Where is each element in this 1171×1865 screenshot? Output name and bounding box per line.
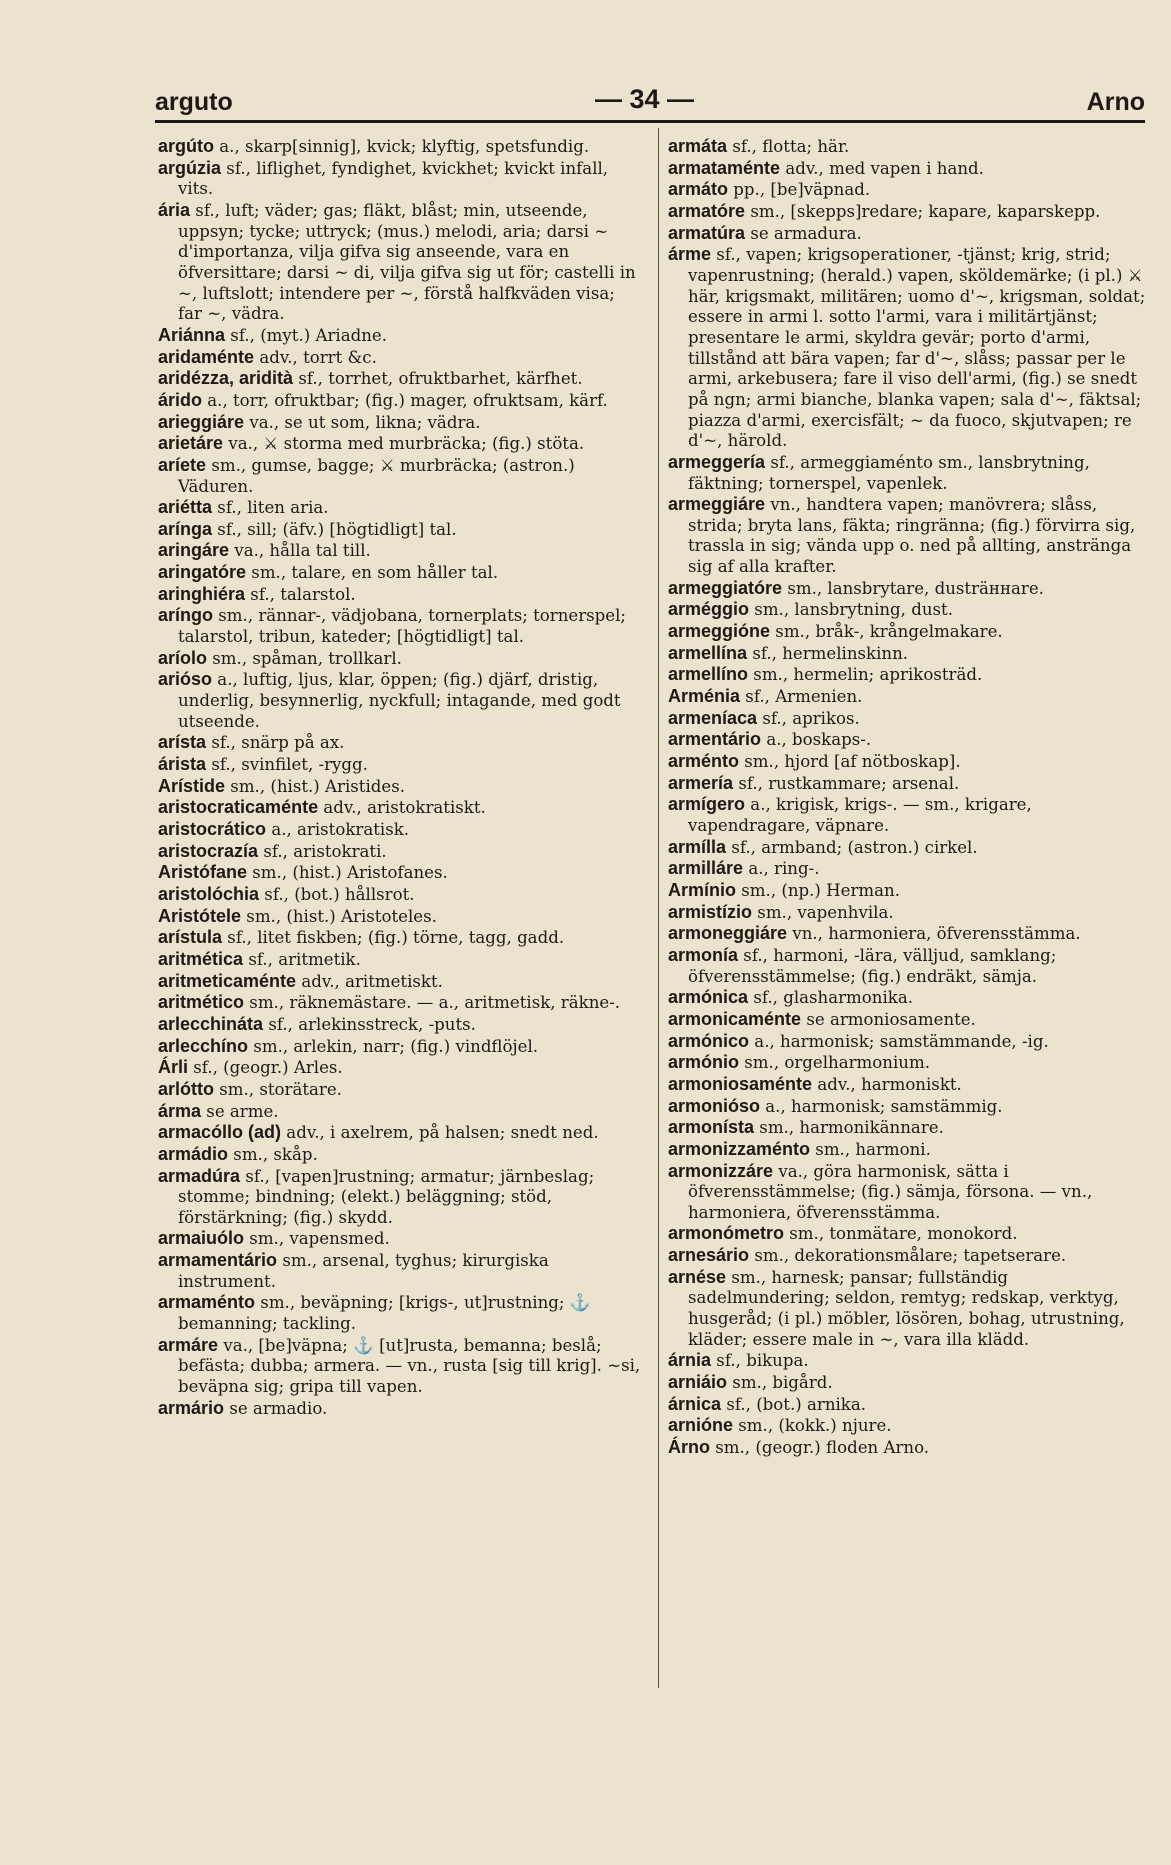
column-divider: [658, 128, 659, 1688]
entry-headword: arménto: [668, 751, 740, 772]
dictionary-entry: [668, 1052, 1154, 1074]
entry-headword: armáre: [158, 1334, 219, 1355]
dictionary-entry: [158, 584, 644, 606]
dictionary-entry: [158, 841, 644, 863]
dictionary-entry: [158, 200, 644, 325]
dictionary-entry: [668, 708, 1154, 730]
entry-definition: sf., [vapen]rustning; armatur; järnbeslag; stomme; bindning; (elekt.) beläggning; stöd, förstärkning; (fig.) skydd.: [178, 1166, 595, 1227]
dictionary-entry: [158, 971, 644, 993]
entry-definition: sm., spåman, trollkarl.: [207, 648, 402, 668]
entry-definition: sf., liten aria.: [212, 498, 329, 518]
entry-definition: se armadura.: [745, 223, 862, 243]
entry-headword: Aristótele: [158, 905, 242, 926]
entry-headword: armílla: [668, 836, 727, 857]
dictionary-entry: [668, 621, 1154, 643]
entry-definition: sm., vapensmed.: [244, 1229, 390, 1249]
entry-headword: armeggiáre: [668, 494, 766, 515]
entry-definition: sf., aprikos.: [757, 708, 860, 728]
entry-headword: armoneggiáre: [668, 923, 788, 944]
dictionary-entry: [158, 992, 644, 1014]
dictionary-entry: [668, 664, 1154, 686]
entry-headword: arístula: [158, 927, 223, 948]
entry-definition: sf., torrhet, ofruktbarhet, kärfhet.: [293, 369, 583, 389]
entry-definition: sm., rännar-, vädjobana, tornerplats; tornerspel; talarstol, tribun, kateder; [högtidligt] tal.: [178, 606, 627, 647]
dictionary-entry: [668, 837, 1154, 859]
entry-headword: aringáre: [158, 540, 230, 561]
entry-definition: sf., rustkammare; arsenal.: [733, 773, 960, 793]
entry-definition: sm., (geogr.) floden Arno.: [710, 1438, 930, 1458]
entry-headword: arniáio: [668, 1372, 728, 1393]
dictionary-entry: [158, 949, 644, 971]
entry-definition: sf., snärp på ax.: [206, 733, 345, 753]
entry-headword: aristolóchia: [158, 883, 260, 904]
entry-headword: aritmético: [158, 992, 245, 1013]
entry-definition: sf., armband; (astron.) cirkel.: [726, 837, 978, 857]
dictionary-entry: [668, 1031, 1154, 1053]
dictionary-entry: [668, 136, 1154, 158]
entry-headword: armonióso: [668, 1095, 761, 1116]
dictionary-entry: [668, 1117, 1154, 1139]
dictionary-entry: [158, 1144, 644, 1166]
entry-headword: armadúra: [158, 1165, 241, 1186]
entry-headword: árma: [158, 1100, 202, 1121]
entry-headword: aristocrazía: [158, 840, 259, 861]
entry-definition: vn., harmoniera, öfverensstämma.: [787, 924, 1081, 944]
entry-definition: adv., med vapen i hand.: [780, 158, 984, 178]
dictionary-entry: [668, 1223, 1154, 1245]
dictionary-entry: [668, 201, 1154, 223]
entry-headword: armatóre: [668, 200, 746, 221]
entry-definition: adv., harmoniskt.: [812, 1074, 962, 1094]
dictionary-entry: [668, 494, 1154, 578]
entry-definition: sm., bigård.: [727, 1373, 833, 1393]
entry-definition: sf., harmoni, -lära, välljud, samklang; öfverensstämmelse; (fig.) endräkt, sämja.: [688, 945, 1057, 986]
entry-headword: argúto: [158, 136, 214, 156]
dictionary-entry: [158, 1166, 644, 1229]
dictionary-entry: [668, 1394, 1154, 1416]
entry-definition: a., torr, ofruktbar; (fig.) mager, ofruktsam, kärf.: [202, 390, 608, 410]
entry-headword: armonizzaménto: [668, 1138, 811, 1159]
entry-definition: sf., flotta; här.: [727, 137, 850, 156]
entry-headword: arietáre: [158, 433, 224, 454]
entry-definition: sm., dekorationsmålare; tapetserare.: [749, 1246, 1067, 1266]
entry-definition: sm., hjord [af nötboskap].: [739, 752, 961, 772]
entry-definition: sf., (geogr.) Arles.: [188, 1058, 343, 1078]
dictionary-entry: [668, 1161, 1154, 1224]
dictionary-entry: [158, 1228, 644, 1250]
dictionary-entry: [668, 686, 1154, 708]
entry-headword: árista: [158, 754, 207, 775]
entry-headword: armistízio: [668, 901, 753, 922]
entry-headword: Aristófane: [158, 862, 248, 883]
entry-definition: sm., beväpning; [krigs-, ut]rustning; ⚓ bemanning; tackling.: [178, 1293, 591, 1334]
entry-definition: va., ⚔ storma med murbräcka; (fig.) stöta.: [223, 434, 585, 454]
entry-definition: sm., skåp.: [228, 1144, 318, 1164]
entry-headword: arínga: [158, 518, 213, 539]
entry-headword: armilláre: [668, 858, 744, 879]
entry-definition: se armoniosamente.: [801, 1009, 976, 1029]
entry-headword: árnica: [668, 1393, 722, 1414]
dictionary-entry: [158, 1292, 644, 1334]
entry-headword: aríete: [158, 454, 207, 475]
entry-headword: armellíno: [668, 664, 749, 685]
entry-definition: sm., talare, en som håller tal.: [246, 563, 499, 583]
entry-headword: arnesário: [668, 1245, 750, 1266]
dictionary-entry: [158, 669, 644, 732]
entry-definition: va., hålla tal till.: [229, 541, 371, 561]
entry-definition: sf., vapen; krigsoperationer, -tjänst; krig, strid; vapenrustning; (herald.) vapen, sköldemärke; (i pl.) ⚔ här, krigsmakt, militären; uomo d'~, krigsman, soldat; essere in armi l. sotto l'armi, vara i militärtjänst; presentare le armi, skyldra gevär; porto d'armi, tillstånd att bära vapen; far d'~, slåss; passar per le armi, arkebusera; fare il viso dell'armi, (fig.) se snedt på ngn; armi bianche, blanka vapen; sala d'~, fäktsal; piazza d'armi, exercisfält; ~ da fuoco, skjutvapen; re d'~, härold.: [688, 245, 1146, 451]
dictionary-entry: [158, 1250, 644, 1292]
dictionary-entry: [158, 754, 644, 776]
entry-headword: armáto: [668, 179, 729, 200]
entry-definition: sm., (np.) Herman.: [736, 880, 900, 900]
dictionary-entry: [158, 906, 644, 928]
entry-definition: adv., torrt &c.: [254, 347, 377, 367]
dictionary-entry: [668, 1009, 1154, 1031]
dictionary-entry: [668, 599, 1154, 621]
dictionary-entry: [668, 1267, 1154, 1351]
entry-definition: sf., talarstol.: [245, 584, 356, 604]
entry-headword: ariétta: [158, 497, 213, 518]
entry-headword: armígero: [668, 794, 746, 815]
entry-definition: sm., arlekin, narr; (fig.) vindflöjel.: [248, 1036, 539, 1056]
entry-headword: aringatóre: [158, 562, 247, 583]
entry-definition: sf., aristokrati.: [258, 841, 387, 861]
entry-headword: armonómetro: [668, 1223, 785, 1244]
entry-headword: Árli: [158, 1057, 189, 1078]
entry-headword: aríngo: [158, 605, 214, 626]
page-number: — 34 —: [595, 84, 695, 114]
entry-definition: sf., hermelinskinn.: [747, 643, 909, 663]
dictionary-entry: [158, 1101, 644, 1123]
entry-definition: sf., sill; (äfv.) [högtidligt] tal.: [212, 519, 457, 539]
dictionary-entry: [668, 1437, 1154, 1459]
entry-headword: arieggiáre: [158, 411, 245, 432]
entry-headword: arióso: [158, 669, 213, 690]
running-header: [155, 80, 1145, 120]
entry-definition: adv., aristokratiskt.: [318, 798, 486, 818]
entry-definition: a., krigisk, krigs-. — sm., krigare, vapendragare, väpnare.: [688, 795, 1032, 835]
entry-headword: armentário: [668, 729, 762, 750]
dictionary-entry: [668, 452, 1154, 494]
dictionary-entry: [668, 902, 1154, 924]
entry-definition: a., skarp[sinnig], kvick; klyftig, spetsfundig.: [214, 137, 590, 156]
entry-definition: sf., luft; väder; gas; fläkt, blåst; min, utseende, uppsyn; tycke; uttryck; (mus.) melodi, aria; darsi ~ d'importanza, vilja gifva sig anseende, vara en öfversittare; darsi ~ di, vilja gifva sig ut för; castelli in ~, luftslott; intendere per ~, förstå halfkväden visa; far ~, vädra.: [178, 200, 636, 324]
entry-definition: sm., harmoni.: [810, 1139, 931, 1159]
entry-headword: armeggería: [668, 451, 766, 472]
entry-headword: armonísta: [668, 1117, 755, 1138]
entry-headword: armário: [158, 1397, 225, 1418]
entry-definition: sf., aritmetik.: [243, 949, 361, 969]
dictionary-entry: [158, 884, 644, 906]
entry-headword: aristocrático: [158, 819, 267, 839]
entry-headword: aringhiéra: [158, 583, 246, 604]
entry-definition: sf., (bot.) hållsrot.: [259, 884, 415, 904]
dictionary-entry: [668, 578, 1154, 600]
dictionary-entry: [158, 1014, 644, 1036]
dictionary-entry: [668, 794, 1154, 836]
entry-headword: armataménte: [668, 157, 781, 178]
dictionary-entry: [158, 927, 644, 949]
entry-definition: vn., handtera vapen; manövrera; slåss, strida; bryta lans, fäkta; ringränna; (fig.) förvirra sig, trassla in sig; vända upp o. ned på allting, anstränga sig af alla krafter.: [688, 495, 1136, 577]
entry-definition: sf., glasharmonika.: [748, 988, 914, 1008]
entry-headword: armería: [668, 772, 734, 793]
dictionary-entry: [158, 1079, 644, 1101]
entry-definition: sm., arsenal, tyghus; kirurgiska instrument.: [178, 1251, 549, 1291]
dictionary-entry: [158, 433, 644, 455]
dictionary-entry: [668, 1415, 1154, 1437]
entry-definition: sm., lansbrytare, dusträннare.: [782, 578, 1044, 598]
entry-headword: armeggiatóre: [668, 577, 783, 598]
right-column: [668, 136, 1154, 1459]
header-last-word: Arno: [1086, 88, 1145, 116]
dictionary-entry: [668, 923, 1154, 945]
entry-definition: sm., (kokk.) njure.: [733, 1416, 892, 1436]
header-first-word: arguto: [155, 88, 233, 116]
left-column: [158, 136, 644, 1419]
entry-definition: a., boskaps-.: [761, 730, 872, 750]
entry-headword: Armínio: [668, 879, 737, 900]
entry-definition: a., luftig, ljus, klar, öppen; (fig.) djärf, dristig, underlig, besynnerlig, nyckfull; intagande, med godt utseende.: [178, 670, 621, 731]
entry-headword: Arístide: [158, 775, 226, 796]
entry-definition: a., aristokratisk.: [266, 820, 410, 839]
entry-definition: va., [be]väpna; ⚓ [ut]rusta, bemanna; beslå; befästa; dubba; armera. — vn., rusta [sig till krig]. ~si, beväpna sig; gripa till vapen.: [178, 1335, 641, 1397]
dictionary-entry: [158, 1122, 644, 1144]
entry-headword: armeggióne: [668, 621, 771, 642]
entry-headword: armónio: [668, 1052, 740, 1073]
entry-definition: sf., litet fiskben; (fig.) törne, tagg, gadd.: [222, 928, 565, 948]
entry-definition: sm., (hist.) Aristides.: [225, 776, 406, 796]
dictionary-entry: [158, 368, 644, 390]
dictionary-entry: [158, 797, 644, 819]
entry-definition: se armadio.: [224, 1398, 328, 1418]
entry-definition: sm., (hist.) Aristoteles.: [241, 906, 437, 926]
dictionary-entry: [158, 540, 644, 562]
entry-headword: argúzia: [158, 157, 222, 178]
dictionary-entry: [158, 732, 644, 754]
dictionary-entry: [158, 455, 644, 497]
entry-headword: aritmeticaménte: [158, 970, 297, 991]
entry-definition: sm., vapenhvila.: [752, 902, 894, 922]
entry-headword: arnióne: [668, 1415, 734, 1436]
entry-headword: aríolo: [158, 647, 208, 668]
dictionary-entry: [668, 179, 1154, 201]
entry-headword: aridézza, aridità: [158, 368, 294, 389]
entry-headword: armacóllo (ad): [158, 1122, 282, 1143]
entry-definition: sm., räknemästare. — a., aritmetisk, räkne-.: [244, 993, 621, 1013]
entry-headword: armaiuólo: [158, 1228, 245, 1249]
dictionary-entry: [668, 1350, 1154, 1372]
entry-definition: sf., armeggiaménto sm., lansbrytning, fäktning; tornerspel, vapenlek.: [688, 452, 1090, 493]
dictionary-entry: [158, 390, 644, 412]
entry-definition: sm., gumse, bagge; ⚔ murbräcka; (astron.) Väduren.: [178, 455, 575, 496]
entry-headword: armonía: [668, 944, 739, 965]
dictionary-entry: [668, 987, 1154, 1009]
entry-definition: sm., harmonikännare.: [754, 1118, 944, 1138]
entry-definition: sf., liflighet, fyndighet, kvickhet; kvickt infall, vits.: [178, 158, 609, 199]
dictionary-entry: [158, 862, 644, 884]
entry-definition: sf., svinfilet, -rygg.: [206, 755, 368, 775]
entry-headword: armonicaménte: [668, 1008, 802, 1029]
entry-headword: arméggio: [668, 599, 750, 620]
dictionary-entry: [158, 412, 644, 434]
entry-headword: árido: [158, 389, 203, 410]
dictionary-entry: [158, 519, 644, 541]
entry-headword: armoniosaménte: [668, 1073, 813, 1094]
dictionary-entry: [668, 1245, 1154, 1267]
dictionary-entry: [668, 751, 1154, 773]
entry-headword: Ariánna: [158, 324, 226, 345]
entry-headword: ária: [158, 199, 191, 220]
entry-headword: árnia: [668, 1350, 712, 1371]
entry-headword: arlecchináta: [158, 1013, 264, 1034]
dictionary-entry: [158, 776, 644, 798]
entry-definition: sm., [skepps]redare; kapare, kaparskepp.: [745, 201, 1101, 221]
entry-headword: armáta: [668, 136, 728, 156]
dictionary-entry: [668, 1074, 1154, 1096]
entry-definition: va., se ut som, likna; vädra.: [244, 412, 481, 432]
dictionary-entry: [158, 1335, 644, 1398]
entry-definition: sf., (myt.) Ariadne.: [225, 325, 387, 345]
dictionary-entry: [158, 347, 644, 369]
entry-definition: a., ring-.: [743, 859, 820, 879]
dictionary-entry: [668, 1139, 1154, 1161]
entry-headword: arlótto: [158, 1078, 214, 1099]
entry-definition: sm., (hist.) Aristofanes.: [247, 863, 448, 883]
header-rule: [155, 120, 1145, 123]
entry-definition: adv., i axelrem, på halsen; snedt ned.: [281, 1123, 599, 1143]
entry-headword: arnése: [668, 1266, 727, 1287]
entry-headword: Arménia: [668, 686, 741, 707]
dictionary-entry: [668, 158, 1154, 180]
entry-headword: arísta: [158, 732, 207, 753]
entry-definition: sm., harnesk; pansar; fullständig sadelmundering; seldon, remtyg; redskap, verktyg, husgeråd; (i pl.) möbler, lösören, bohag, utrustning, kläder; essere male in ~, vara illa klädd.: [688, 1267, 1125, 1349]
entry-definition: se arme.: [201, 1101, 279, 1121]
entry-definition: a., harmonisk; samstämmig.: [760, 1096, 1003, 1116]
dictionary-entry: [158, 1057, 644, 1079]
entry-headword: armádio: [158, 1143, 229, 1164]
entry-definition: sm., orgelharmonium.: [739, 1053, 930, 1073]
entry-headword: Árno: [668, 1437, 710, 1458]
dictionary-entry: [668, 858, 1154, 880]
dictionary-entry: [668, 643, 1154, 665]
entry-definition: sm., lansbrytning, dust.: [749, 600, 954, 620]
dictionary-entry: [158, 136, 644, 158]
entry-headword: armellína: [668, 642, 748, 663]
entry-headword: aridaménte: [158, 346, 255, 367]
dictionary-entry: [158, 1398, 644, 1420]
dictionary-entry: [668, 244, 1154, 452]
dictionary-entry: [668, 1096, 1154, 1118]
entry-definition: a., harmonisk; samstämmande, -ig.: [749, 1031, 1049, 1051]
dictionary-entry: [158, 497, 644, 519]
entry-headword: armónico: [668, 1030, 750, 1051]
entry-headword: armónica: [668, 987, 749, 1008]
entry-headword: arlecchíno: [158, 1035, 249, 1056]
entry-definition: sm., bråk-, krångelmakare.: [770, 622, 1003, 642]
entry-headword: armeníaca: [668, 707, 758, 728]
dictionary-entry: [668, 729, 1154, 751]
entry-headword: armatúra: [668, 222, 746, 243]
entry-definition: sf., arlekinsstreck, -puts.: [263, 1014, 476, 1034]
dictionary-entry: [158, 158, 644, 200]
dictionary-entry: [158, 1036, 644, 1058]
entry-definition: sf., (bot.) arnika.: [721, 1394, 867, 1414]
dictionary-entry: [158, 562, 644, 584]
dictionary-entry: [158, 325, 644, 347]
entry-definition: adv., aritmetiskt.: [296, 971, 443, 991]
dictionary-entry: [668, 1372, 1154, 1394]
entry-headword: aritmética: [158, 948, 244, 969]
entry-definition: sm., storätare.: [214, 1079, 342, 1099]
dictionary-entry: [668, 773, 1154, 795]
dictionary-entry: [668, 945, 1154, 987]
dictionary-entry: [158, 819, 644, 841]
dictionary-entry: [668, 880, 1154, 902]
entry-headword: aristocraticaménte: [158, 797, 319, 818]
dictionary-entry: [158, 648, 644, 670]
entry-definition: sf., bikupa.: [711, 1351, 809, 1371]
entry-definition: sf., Armenien.: [740, 687, 863, 707]
dictionary-entry: [158, 605, 644, 647]
dictionary-entry: [668, 223, 1154, 245]
entry-headword: árme: [668, 244, 712, 265]
entry-definition: sm., hermelin; aprikosträd.: [748, 665, 983, 685]
entry-definition: va., göra harmonisk, sätta i öfverensstämmelse; (fig.) sämja, försona. — vn., harmoniera, öfverensstämma.: [688, 1161, 1093, 1222]
entry-headword: armamentário: [158, 1250, 278, 1271]
entry-headword: armonizzáre: [668, 1160, 774, 1181]
entry-definition: pp., [be]väpnad.: [728, 180, 871, 200]
entry-definition: sm., tonmätare, monokord.: [784, 1224, 1018, 1244]
entry-headword: armaménto: [158, 1292, 256, 1313]
